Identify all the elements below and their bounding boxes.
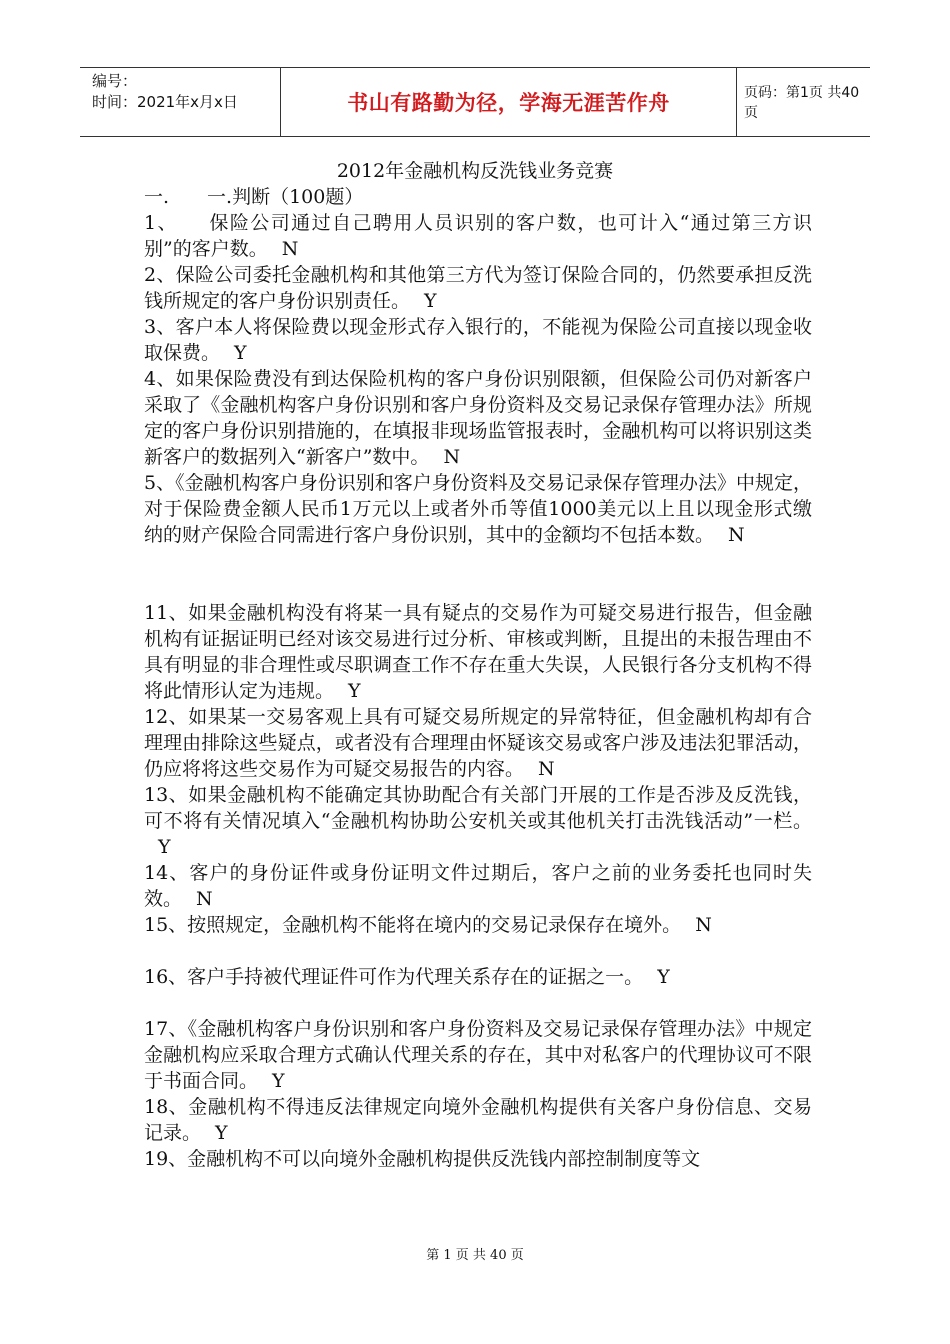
- question-12: 12、如果某一交易客观上具有可疑交易所规定的异常特征，但金融机构却有合理理由排除这些疑点，或者没有合理理由怀疑该交易或客户涉及违法犯罪活动，仍应将将这些交易作为可疑交易报告的内容。 N: [144, 706, 812, 780]
- question-1: 1、 保险公司通过自己聘用人员识别的客户数，也可计入“通过第三方识别”的客户数。 N: [144, 212, 812, 260]
- code-label: 编号：: [92, 72, 138, 90]
- question-13: 13、如果金融机构不能确定其协助配合有关部门开展的工作是否涉及反洗钱，可不将有关情况填入“金融机构协助公安机关或其他机关打击洗钱活动”一栏。Y: [144, 784, 812, 858]
- time-label: 时间：2021年x月x日: [92, 93, 238, 111]
- answer: N: [443, 446, 461, 468]
- answer: N: [695, 914, 712, 936]
- answer: N: [196, 888, 213, 910]
- question-17: 17、《金融机构客户身份识别和客户身份资料及交易记录保存管理办法》中规定金融机构应采取合理方式确认代理关系的存在，其中对私客户的代理协议可不限于书面合同。 Y: [144, 1018, 812, 1092]
- motto: 书山有路勤为径，学海无涯苦作舟: [347, 91, 670, 115]
- document-body: [144, 184, 812, 1172]
- answer: Y: [348, 680, 361, 702]
- question-2: 2、保险公司委托金融机构和其他第三方代为签订保险合同的，仍然要承担反洗钱所规定的客户身份识别责任。 Y: [144, 264, 812, 312]
- answer: Y: [158, 836, 171, 858]
- spacer: [144, 548, 812, 600]
- answer: Y: [215, 1122, 228, 1144]
- question-11: 11、如果金融机构没有将某一具有疑点的交易作为可疑交易进行报告，但金融机构有证据证明已经对该交易进行过分析、审核或判断，且提出的未报告理由不具有明显的非合理性或尽职调查工作不存在重大失误，人民银行各分支机构不得将此情形认定为违规。 Y: [144, 602, 812, 702]
- answer: N: [281, 238, 299, 260]
- header-page-info: [735, 68, 870, 136]
- answer: Y: [657, 966, 670, 988]
- page-info: 页码：第1页 共40页: [744, 85, 860, 121]
- spacer: [144, 990, 812, 1016]
- question-16: 16、客户手持被代理证件可作为代理关系存在的证据之一。 Y: [144, 966, 670, 988]
- question-14: 14、客户的身份证件或身份证明文件过期后，客户之前的业务委托也同时失效。 N: [144, 862, 812, 910]
- answer: N: [538, 758, 555, 780]
- question-4: 4、如果保险费没有到达保险机构的客户身份识别限额，但保险公司仍对新客户采取了《金融机构客户身份识别和客户身份资料及交易记录保存管理办法》所规定的客户身份识别措施的，在填报非现场监管报表时，金融机构可以将识别这类新客户的数据列入“新客户”数中。 N: [144, 368, 812, 468]
- section-heading: 一. 一.判断（100题）: [144, 186, 364, 208]
- question-5: 5、《金融机构客户身份识别和客户身份资料及交易记录保存管理办法》中规定，对于保险费金额人民币1万元以上或者外币等值1000美元以上且以现金形式缴纳的财产保险合同需进行客户身份识别，其中的金额均不包括本数。 N: [144, 472, 812, 546]
- spacer: [144, 938, 812, 964]
- header-motto-cell: [280, 68, 737, 136]
- document-title: 2012年金融机构反洗钱业务竞赛: [336, 160, 614, 182]
- question-18: 18、金融机构不得违反法律规定向境外金融机构提供有关客户身份信息、交易记录。 Y: [144, 1096, 812, 1144]
- answer: Y: [424, 290, 437, 312]
- question-3: 3、客户本人将保险费以现金形式存入银行的，不能视为保险公司直接以现金收取保费。 Y: [144, 316, 812, 364]
- page-footer: 第 1 页 共 40 页: [426, 1248, 524, 1263]
- answer: Y: [272, 1070, 285, 1092]
- question-15: 15、按照规定，金融机构不能将在境内的交易记录保存在境外。 N: [144, 914, 712, 936]
- header-meta: [80, 68, 280, 136]
- page-header: [80, 67, 870, 137]
- answer: Y: [234, 342, 247, 364]
- answer: N: [728, 524, 745, 546]
- question-19: 19、金融机构不可以向境外金融机构提供反洗钱内部控制制度等文: [144, 1148, 701, 1170]
